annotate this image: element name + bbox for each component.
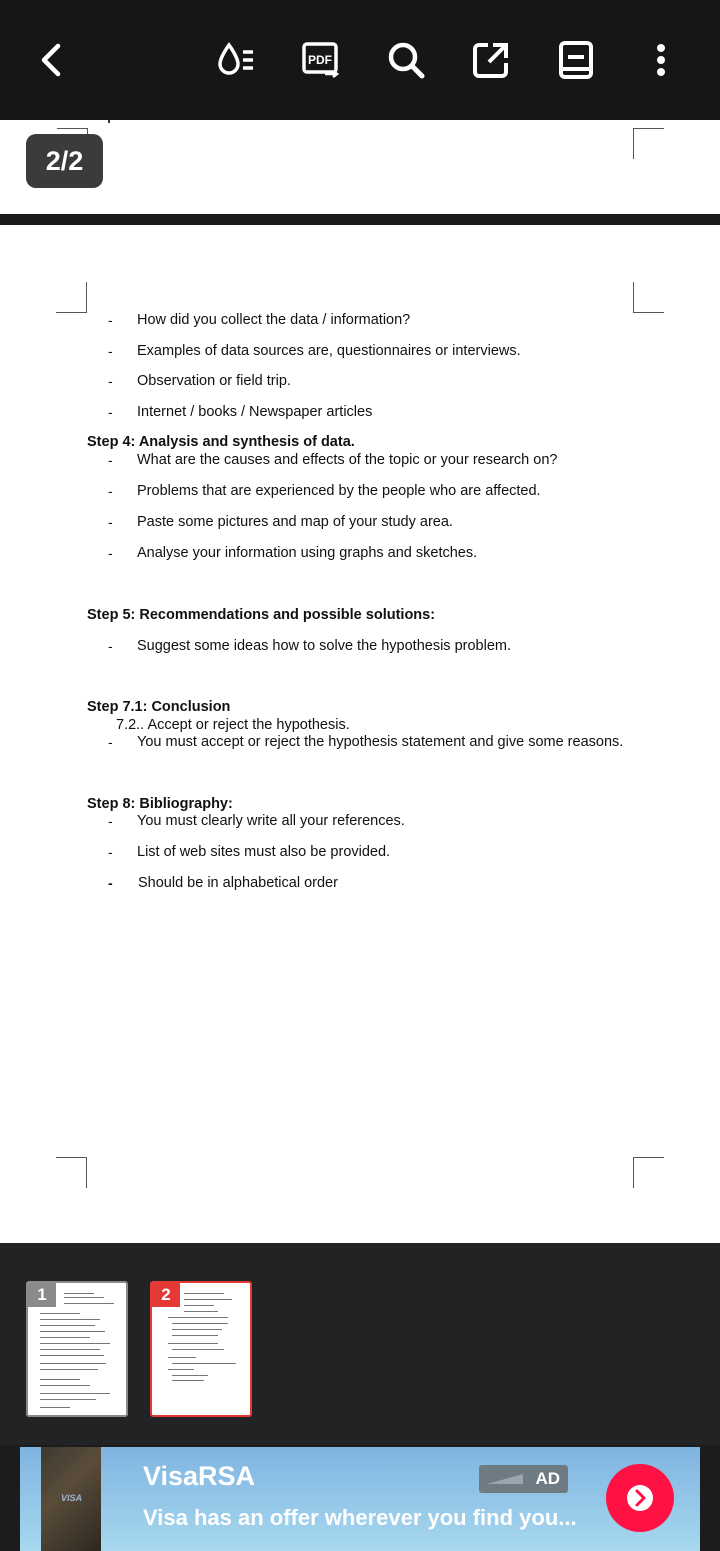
bullet-dash: - xyxy=(108,813,113,829)
bullet-dash: - xyxy=(108,514,113,530)
bullet-dash: - xyxy=(108,638,113,654)
bullet-dash: - xyxy=(108,343,113,359)
crop-mark xyxy=(633,282,664,313)
ad-title: VisaRSA xyxy=(143,1461,256,1491)
top-toolbar xyxy=(0,0,720,120)
doc-line: Internet / books / Newspaper articles xyxy=(137,404,373,420)
page-thumbnail-1[interactable] xyxy=(26,1281,128,1417)
step-4-heading: Step 4: Analysis and synthesis of data. xyxy=(87,434,355,450)
doc-line: You must clearly write all your references. xyxy=(137,813,405,829)
step-7-subheading: 7.2.. Accept or reject the hypothesis. xyxy=(116,717,350,733)
book-icon[interactable] xyxy=(552,36,600,84)
thumbnail-number: 1 xyxy=(28,1283,56,1307)
bullet-dash: - xyxy=(108,312,113,328)
doc-line: Paste some pictures and map of your study area. xyxy=(137,514,453,530)
bullet-dash: - xyxy=(108,483,113,499)
doc-line: List of web sites must also be provided. xyxy=(137,844,391,860)
step-8-heading: Step 8: Bibliography: xyxy=(87,796,233,812)
doc-line: Observation or field trip. xyxy=(137,373,291,389)
ad-text: Visa has an offer wherever you find you... xyxy=(143,1505,577,1530)
more-options-icon[interactable] xyxy=(637,36,685,84)
thumbnail-number: 2 xyxy=(152,1283,180,1307)
chevron-right-icon xyxy=(626,1484,654,1512)
ad-badge: AD xyxy=(479,1465,568,1493)
bullet-dash: - xyxy=(108,373,113,389)
back-icon[interactable] xyxy=(28,36,76,84)
page-separator xyxy=(0,214,720,225)
doc-line: Analyse your information using graphs and sketches. xyxy=(137,545,478,561)
reading-mode-icon[interactable] xyxy=(212,36,260,84)
crop-mark xyxy=(633,1157,664,1188)
doc-line: How did you collect the data / information? xyxy=(137,312,411,328)
ad-banner[interactable] xyxy=(20,1447,700,1551)
doc-line: Problems that are experienced by the people who are affected. xyxy=(137,483,541,499)
doc-line: Examples of data sources are, questionnaires or interviews. xyxy=(137,343,521,359)
pdf-convert-icon[interactable] xyxy=(297,36,345,84)
previous-page-end xyxy=(0,120,720,214)
svg-text:PDF: PDF xyxy=(308,53,332,67)
step-5-heading: Step 5: Recommendations and possible solutions: xyxy=(87,607,436,623)
doc-line: Should be in alphabetical order xyxy=(138,875,338,891)
step-7-heading: Step 7.1: Conclusion xyxy=(87,699,231,715)
bullet-dash: - xyxy=(108,875,113,891)
ad-cta-button[interactable] xyxy=(606,1464,674,1532)
bullet-dash: - xyxy=(108,734,113,750)
bullet-dash: - xyxy=(108,844,113,860)
bullet-dash: - xyxy=(108,404,113,420)
bullet-dash: - xyxy=(108,452,113,468)
page-thumbnail-2[interactable] xyxy=(150,1281,252,1417)
document-page[interactable] xyxy=(0,225,720,1243)
search-icon[interactable] xyxy=(382,36,430,84)
page-indicator: 2/2 xyxy=(26,134,103,188)
thumbnail-strip xyxy=(0,1243,720,1445)
ad-image: VISA xyxy=(41,1447,101,1551)
share-icon[interactable] xyxy=(467,36,515,84)
bullet-dash: - xyxy=(108,545,113,561)
doc-line: What are the causes and effects of the topic or your research on? xyxy=(137,452,558,468)
crop-mark xyxy=(56,1157,87,1188)
signal-icon xyxy=(485,1472,525,1486)
doc-line: You must accept or reject the hypothesis statement and give some reasons. xyxy=(137,734,624,750)
crop-mark xyxy=(56,282,87,313)
doc-line: Suggest some ideas how to solve the hypothesis problem. xyxy=(137,638,511,654)
